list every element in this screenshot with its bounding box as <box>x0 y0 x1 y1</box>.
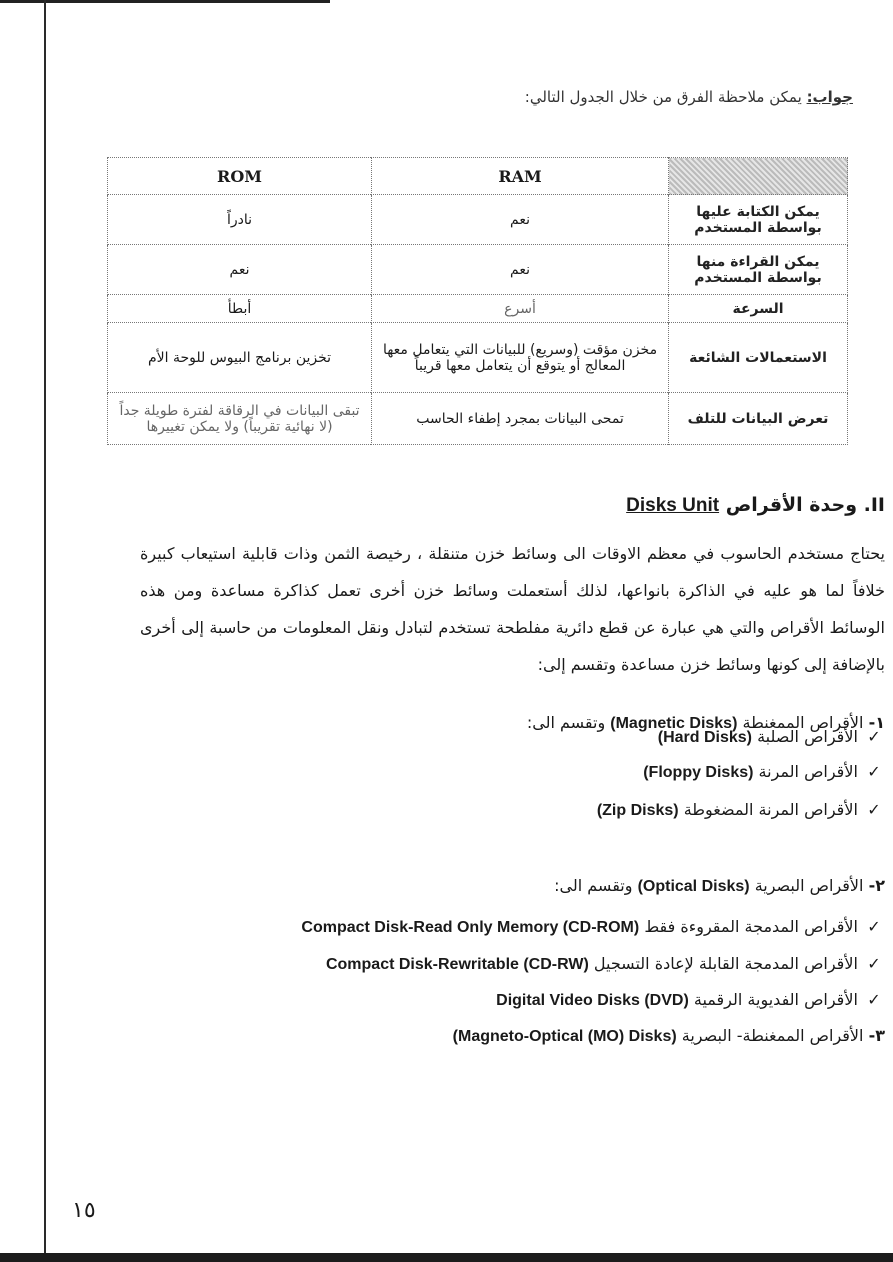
sub-list-item <box>125 990 885 1010</box>
answer-text: يمكن ملاحظة الفرق من خلال الجدول التالي: <box>524 88 802 106</box>
item-number: ٢- <box>868 876 885 895</box>
item-label-en: (Optical Disks) <box>637 878 750 895</box>
row-label: يمكن الكتابة عليها بواسطة المستخدم <box>669 195 848 245</box>
section-title-en: Disks Unit <box>626 495 720 516</box>
sub-item-en: (Compact Disk-Read Only Memory (CD-ROM <box>301 919 640 936</box>
section-title-ar: وحدة الأقراص <box>725 494 858 516</box>
table-row <box>108 323 848 393</box>
check-icon: ✓ <box>867 762 881 781</box>
table-row <box>108 195 848 245</box>
rom-cell: أبطأ <box>108 295 372 323</box>
intro-paragraph: يحتاج مستخدم الحاسوب في معظم الاوقات الى وسائط خزن متنقلة ، رخيصة الثمن وذات قابلية استيعاب كبيرة خلافاً لما هو عليه في الذاكرة بانواعها، لذلك أستعملت وسائط خزن أخرى تعمل كذاكرة مساعدة ومن هذه الوسائط الأقراص والتي هي عبارة عن قطع دائرية مفلطحة تستخدم لتبادل ونقل المعلومات من حاسبة إلى أخرى بالإضافة إلى كونها وسائط خزن مساعدة وتقسم إلى: <box>140 544 885 674</box>
check-icon: ✓ <box>867 800 881 819</box>
sub-list-item <box>125 917 885 937</box>
table-corner-cell <box>669 158 848 195</box>
row-label: تعرض البيانات للتلف <box>669 393 848 445</box>
ram-cell: تمحى البيانات بمجرد إطفاء الحاسب <box>372 393 669 445</box>
sub-list-item <box>125 727 885 747</box>
table-header-row <box>108 158 848 195</box>
rom-cell: تبقى البيانات في الرقاقة لفترة طويلة جداً (لا نهائية تقريباً) ولا يمكن تغييرها <box>108 393 372 445</box>
check-icon: ✓ <box>867 727 881 746</box>
sub-item-en: (Floppy Disks) <box>643 764 754 781</box>
page-bottom-edge <box>0 1253 893 1262</box>
answer-key: جواب: <box>806 88 853 106</box>
item-label-en: (Magneto-Optical (MO) Disks) <box>452 1028 677 1045</box>
sub-list-item <box>125 800 885 820</box>
item-number: ٣- <box>868 1026 885 1045</box>
row-label: يمكن القراءة منها بواسطة المستخدم <box>669 245 848 295</box>
item-suffix: وتقسم الى: <box>554 876 633 895</box>
sub-list-item <box>125 954 885 974</box>
table-row <box>108 245 848 295</box>
page-left-edge <box>44 0 46 1262</box>
sub-item-en: (Hard Disks) <box>657 729 752 746</box>
item-label-en: (Magnetic Disks) <box>610 715 738 732</box>
row-label: السرعة <box>669 295 848 323</box>
ram-cell: أسرع <box>372 295 669 323</box>
list-item <box>125 1026 885 1046</box>
ram-cell: مخزن مؤقت (وسريع) للبيانات التي يتعامل معها المعالج أو يتوقع أن يتعامل معها قريباً <box>372 323 669 393</box>
page-top-edge <box>0 0 330 3</box>
sub-item-en: (Digital Video Disks (DVD <box>496 992 689 1009</box>
section-number: II. <box>863 494 885 516</box>
rom-cell: تخزين برنامج البيوس للوحة الأم <box>108 323 372 393</box>
sub-item-ar: الأقراص المدمجة القابلة لإعادة التسجيل <box>593 954 858 973</box>
ram-cell: نعم <box>372 245 669 295</box>
item-label-ar: الأقراص الممغنطة <box>742 713 864 732</box>
sub-item-ar: الأقراص المرنة <box>758 762 858 781</box>
sub-item-ar: الأقراص الصلبة <box>757 727 858 746</box>
sub-list-item <box>125 762 885 782</box>
table-row <box>108 295 848 323</box>
sub-item-ar: الأقراص المرنة المضغوطة <box>683 800 858 819</box>
sub-item-ar: الأقراص الفديوية الرقمية <box>693 990 858 1009</box>
table-header-ram: RAM <box>372 158 669 195</box>
table-row <box>108 393 848 445</box>
check-icon: ✓ <box>867 990 881 1009</box>
ram-cell: نعم <box>372 195 669 245</box>
page-number: ١٥ <box>72 1197 96 1222</box>
row-label: الاستعمالات الشائعة <box>669 323 848 393</box>
section-title <box>245 494 885 517</box>
list-item <box>125 876 885 896</box>
sub-item-en: (Compact Disk-Rewritable (CD-RW <box>325 956 589 973</box>
answer-line <box>253 88 853 106</box>
check-icon: ✓ <box>867 917 881 936</box>
sub-item-ar: الأقراص المدمجة المقروءة فقط <box>644 917 858 936</box>
check-icon: ✓ <box>867 954 881 973</box>
rom-cell: نعم <box>108 245 372 295</box>
rom-cell: نادراً <box>108 195 372 245</box>
sub-item-en: (Zip Disks) <box>596 802 679 819</box>
item-suffix: وتقسم الى: <box>526 713 606 732</box>
item-label-ar: الأقراص الممغنطة- البصرية <box>681 1026 864 1045</box>
item-label-ar: الأقراص البصرية <box>754 876 864 895</box>
table-header-rom: ROM <box>108 158 372 195</box>
item-number: ١- <box>868 713 885 732</box>
comparison-table <box>107 157 848 445</box>
